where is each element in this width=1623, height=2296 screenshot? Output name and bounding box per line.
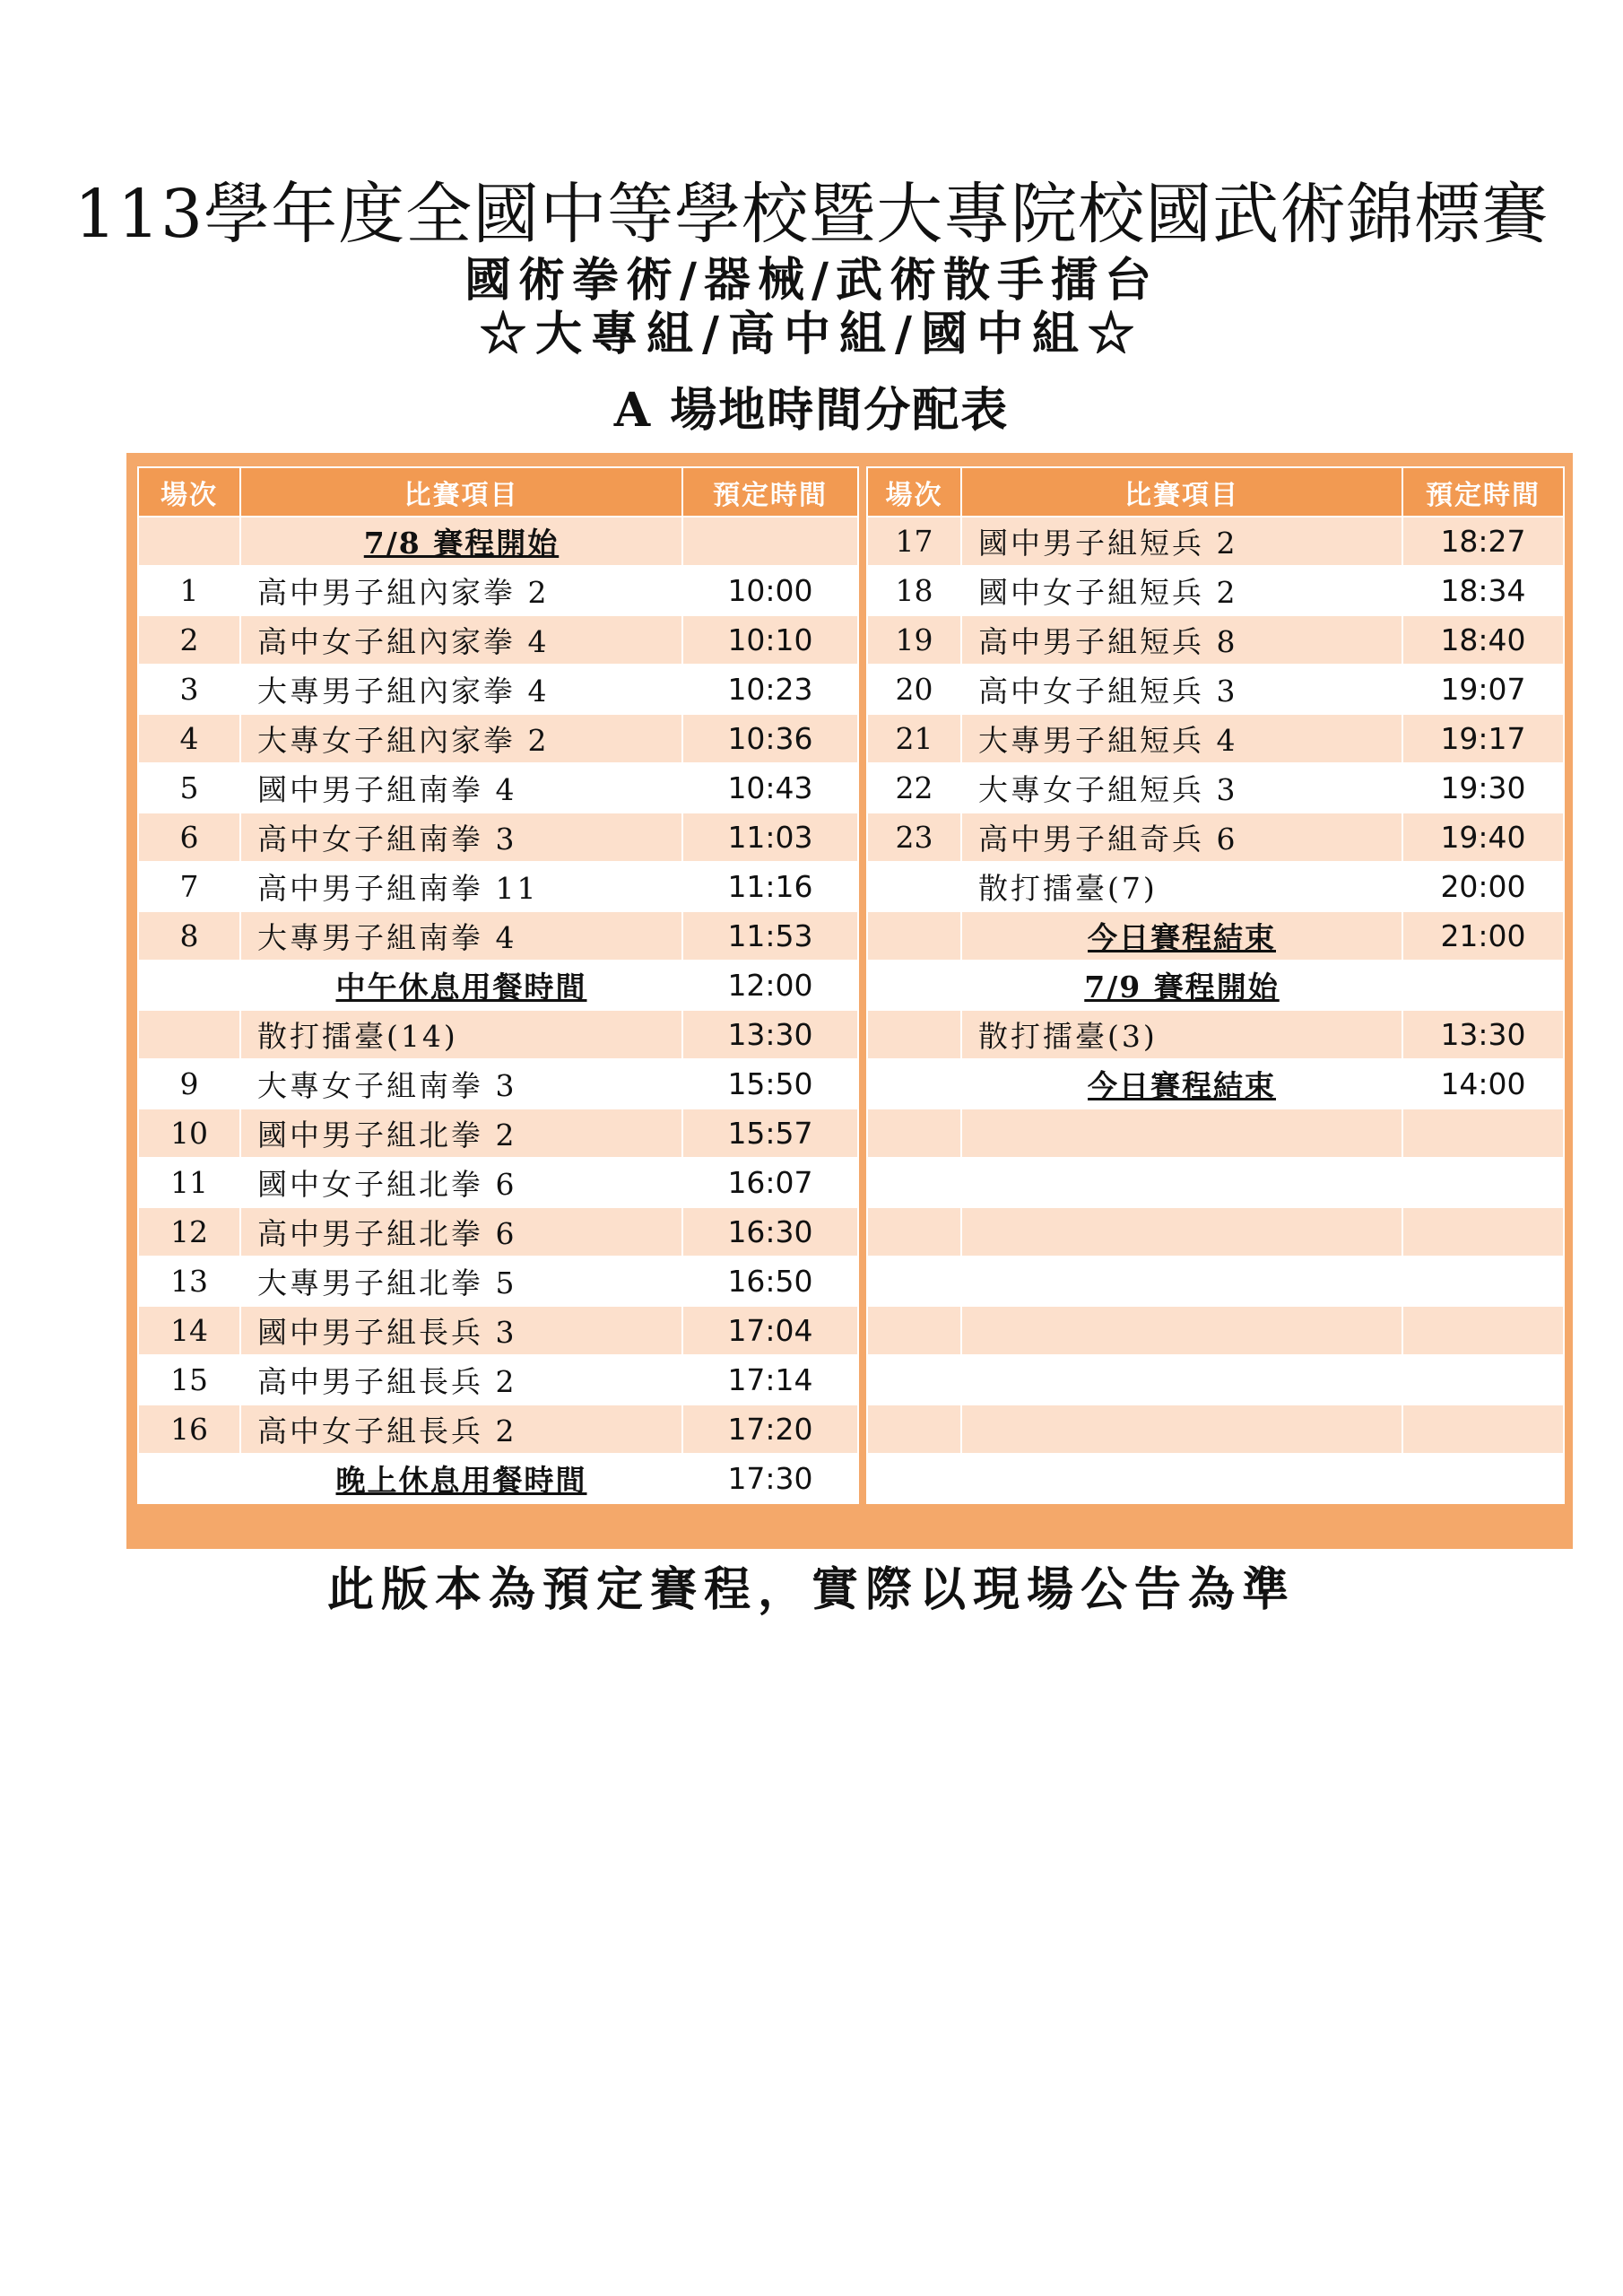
event-name-cell: 高中男子組南拳 11 (240, 862, 682, 911)
event-name-cell: 晚上休息用餐時間 (240, 1454, 682, 1503)
scheduled-time-cell: 19:17 (1402, 714, 1564, 763)
event-name-cell: 國中男子組南拳 4 (240, 763, 682, 813)
event-name-cell (961, 1257, 1402, 1306)
scheduled-time-cell: 16:50 (682, 1257, 858, 1306)
event-name-cell: 大專男子組內家拳 4 (240, 665, 682, 714)
subtitle-groups: ☆大專組/高中組/國中組☆ (480, 307, 1143, 361)
table-row (138, 911, 858, 961)
table-row (138, 1158, 858, 1207)
scheduled-time-cell: 10:23 (682, 665, 858, 714)
table-row (867, 813, 1564, 862)
table-row (867, 911, 1564, 961)
scheduled-time-cell (1402, 1257, 1564, 1306)
event-name-cell (961, 1355, 1402, 1405)
event-name-cell (961, 1109, 1402, 1158)
table-row (138, 1405, 858, 1454)
match-number-cell: 16 (138, 1405, 240, 1454)
event-name-cell: 7/8 賽程開始 (240, 517, 682, 566)
scheduled-time-cell: 12:00 (682, 961, 858, 1010)
scheduled-time-cell: 10:36 (682, 714, 858, 763)
table-row (867, 961, 1564, 1010)
table-row (867, 1306, 1564, 1355)
match-number-cell: 23 (867, 813, 961, 862)
event-name-cell: 散打擂臺(7) (961, 862, 1402, 911)
table-row (867, 615, 1564, 665)
match-number-cell: 8 (138, 911, 240, 961)
event-name-cell: 中午休息用餐時間 (240, 961, 682, 1010)
table-row (138, 1059, 858, 1109)
event-name-cell: 高中女子組短兵 3 (961, 665, 1402, 714)
match-number-cell (867, 1059, 961, 1109)
match-number-cell: 10 (138, 1109, 240, 1158)
scheduled-time-cell: 19:07 (1402, 665, 1564, 714)
match-number-cell: 5 (138, 763, 240, 813)
event-name-cell: 國中女子組短兵 2 (961, 566, 1402, 615)
event-name-cell: 高中女子組內家拳 4 (240, 615, 682, 665)
event-name-cell (961, 1306, 1402, 1355)
event-name-cell: 高中男子組短兵 8 (961, 615, 1402, 665)
scheduled-time-cell (1402, 1405, 1564, 1454)
column-header-time: 預定時間 (682, 467, 858, 517)
event-name-cell: 高中男子組長兵 2 (240, 1355, 682, 1405)
table-header-row (138, 467, 858, 517)
table-row (138, 615, 858, 665)
schedule-table-left (137, 466, 859, 1504)
match-number-cell: 7 (138, 862, 240, 911)
scheduled-time-cell (1402, 1158, 1564, 1207)
schedule-table-right (866, 466, 1565, 1504)
scheduled-time-cell: 10:43 (682, 763, 858, 813)
table-row (138, 1355, 858, 1405)
match-number-cell (867, 1454, 961, 1503)
event-name-cell: 高中男子組內家拳 2 (240, 566, 682, 615)
match-number-cell: 2 (138, 615, 240, 665)
match-number-cell: 4 (138, 714, 240, 763)
scheduled-time-cell: 17:14 (682, 1355, 858, 1405)
match-number-cell (138, 1454, 240, 1503)
event-name-cell: 高中男子組北拳 6 (240, 1207, 682, 1257)
scheduled-time-cell (682, 517, 858, 566)
table-row (867, 1454, 1564, 1503)
scheduled-time-cell: 17:04 (682, 1306, 858, 1355)
table-row (867, 1355, 1564, 1405)
scheduled-time-cell (1402, 1207, 1564, 1257)
event-name-cell (961, 1158, 1402, 1207)
event-name-cell: 國中男子組長兵 3 (240, 1306, 682, 1355)
match-number-cell: 12 (138, 1207, 240, 1257)
table-row (867, 1158, 1564, 1207)
scheduled-time-cell: 16:30 (682, 1207, 858, 1257)
table-row (138, 1257, 858, 1306)
page-title: 113學年度全國中等學校暨大專院校國武術錦標賽 (74, 176, 1549, 253)
match-number-cell (867, 961, 961, 1010)
subtitle-venue-schedule: A 場地時間分配表 (613, 383, 1010, 438)
match-number-cell (867, 1355, 961, 1405)
match-number-cell (867, 1010, 961, 1059)
match-number-cell: 1 (138, 566, 240, 615)
table-row (138, 1010, 858, 1059)
event-name-cell: 高中女子組南拳 3 (240, 813, 682, 862)
table-row (138, 763, 858, 813)
event-name-cell: 散打擂臺(14) (240, 1010, 682, 1059)
scheduled-time-cell: 18:34 (1402, 566, 1564, 615)
scheduled-time-cell: 18:40 (1402, 615, 1564, 665)
match-number-cell: 17 (867, 517, 961, 566)
table-row (867, 1010, 1564, 1059)
match-number-cell: 20 (867, 665, 961, 714)
event-name-cell: 高中女子組長兵 2 (240, 1405, 682, 1454)
match-number-cell: 21 (867, 714, 961, 763)
scheduled-time-cell: 15:57 (682, 1109, 858, 1158)
match-number-cell: 9 (138, 1059, 240, 1109)
event-name-cell: 今日賽程結束 (961, 1059, 1402, 1109)
column-header-no: 場次 (867, 467, 961, 517)
table-row (867, 862, 1564, 911)
scheduled-time-cell (1402, 1454, 1564, 1503)
scheduled-time-cell: 13:30 (1402, 1010, 1564, 1059)
match-number-cell (138, 1010, 240, 1059)
table-row (867, 566, 1564, 615)
table-row (138, 961, 858, 1010)
scheduled-time-cell: 11:03 (682, 813, 858, 862)
column-header-time: 預定時間 (1402, 467, 1564, 517)
table-row (867, 763, 1564, 813)
event-name-cell: 大專男子組短兵 4 (961, 714, 1402, 763)
event-name-cell: 高中男子組奇兵 6 (961, 813, 1402, 862)
table-row (138, 665, 858, 714)
table-row (138, 1109, 858, 1158)
disclaimer-note: 此版本為預定賽程，實際以現場公告為準 (326, 1562, 1296, 1617)
match-number-cell: 14 (138, 1306, 240, 1355)
event-name-cell: 大專女子組短兵 3 (961, 763, 1402, 813)
table-row (138, 566, 858, 615)
scheduled-time-cell: 13:30 (682, 1010, 858, 1059)
event-name-cell: 國中男子組短兵 2 (961, 517, 1402, 566)
match-number-cell (867, 1257, 961, 1306)
table-row (867, 1059, 1564, 1109)
event-name-cell: 7/9 賽程開始 (961, 961, 1402, 1010)
table-row (138, 1454, 858, 1503)
scheduled-time-cell: 14:00 (1402, 1059, 1564, 1109)
scheduled-time-cell: 18:27 (1402, 517, 1564, 566)
event-name-cell (961, 1405, 1402, 1454)
event-name-cell: 大專女子組南拳 3 (240, 1059, 682, 1109)
match-number-cell: 22 (867, 763, 961, 813)
match-number-cell: 6 (138, 813, 240, 862)
table-row (138, 862, 858, 911)
scheduled-time-cell: 17:30 (682, 1454, 858, 1503)
subtitle-events: 國術拳術/器械/武術散手擂台 (464, 253, 1159, 308)
event-name-cell: 大專女子組內家拳 2 (240, 714, 682, 763)
match-number-cell: 15 (138, 1355, 240, 1405)
table-row (867, 665, 1564, 714)
scheduled-time-cell (1402, 1355, 1564, 1405)
event-name-cell: 國中女子組北拳 6 (240, 1158, 682, 1207)
schedule-body-right (867, 467, 1564, 1503)
table-row (867, 1207, 1564, 1257)
table-row (867, 1405, 1564, 1454)
column-header-event: 比賽項目 (240, 467, 682, 517)
table-row (867, 517, 1564, 566)
scheduled-time-cell: 15:50 (682, 1059, 858, 1109)
event-name-cell (961, 1454, 1402, 1503)
scheduled-time-cell: 19:40 (1402, 813, 1564, 862)
match-number-cell: 18 (867, 566, 961, 615)
scheduled-time-cell: 20:00 (1402, 862, 1564, 911)
table-row (138, 813, 858, 862)
table-row (867, 714, 1564, 763)
scheduled-time-cell: 11:16 (682, 862, 858, 911)
event-name-cell (961, 1207, 1402, 1257)
scheduled-time-cell: 11:53 (682, 911, 858, 961)
event-name-cell: 今日賽程結束 (961, 911, 1402, 961)
event-name-cell: 大專男子組南拳 4 (240, 911, 682, 961)
table-row (138, 1306, 858, 1355)
match-number-cell (138, 517, 240, 566)
column-header-event: 比賽項目 (961, 467, 1402, 517)
match-number-cell (867, 1109, 961, 1158)
match-number-cell (867, 911, 961, 961)
event-name-cell: 散打擂臺(3) (961, 1010, 1402, 1059)
scheduled-time-cell: 21:00 (1402, 911, 1564, 961)
match-number-cell (867, 1158, 961, 1207)
match-number-cell: 13 (138, 1257, 240, 1306)
match-number-cell (867, 1207, 961, 1257)
table-row (867, 1109, 1564, 1158)
match-number-cell: 19 (867, 615, 961, 665)
match-number-cell (867, 1306, 961, 1355)
match-number-cell: 3 (138, 665, 240, 714)
match-number-cell (867, 1405, 961, 1454)
match-number-cell: 11 (138, 1158, 240, 1207)
table-row (138, 517, 858, 566)
match-number-cell (138, 961, 240, 1010)
scheduled-time-cell (1402, 961, 1564, 1010)
scheduled-time-cell: 16:07 (682, 1158, 858, 1207)
event-name-cell: 國中男子組北拳 2 (240, 1109, 682, 1158)
schedule-frame (126, 453, 1573, 1549)
event-name-cell: 大專男子組北拳 5 (240, 1257, 682, 1306)
scheduled-time-cell: 10:10 (682, 615, 858, 665)
table-row (138, 1207, 858, 1257)
table-header-row (867, 467, 1564, 517)
scheduled-time-cell: 10:00 (682, 566, 858, 615)
table-row (867, 1257, 1564, 1306)
table-row (138, 714, 858, 763)
schedule-body-left (138, 467, 858, 1503)
scheduled-time-cell (1402, 1109, 1564, 1158)
scheduled-time-cell: 19:30 (1402, 763, 1564, 813)
column-header-no: 場次 (138, 467, 240, 517)
scheduled-time-cell: 17:20 (682, 1405, 858, 1454)
scheduled-time-cell (1402, 1306, 1564, 1355)
match-number-cell (867, 862, 961, 911)
